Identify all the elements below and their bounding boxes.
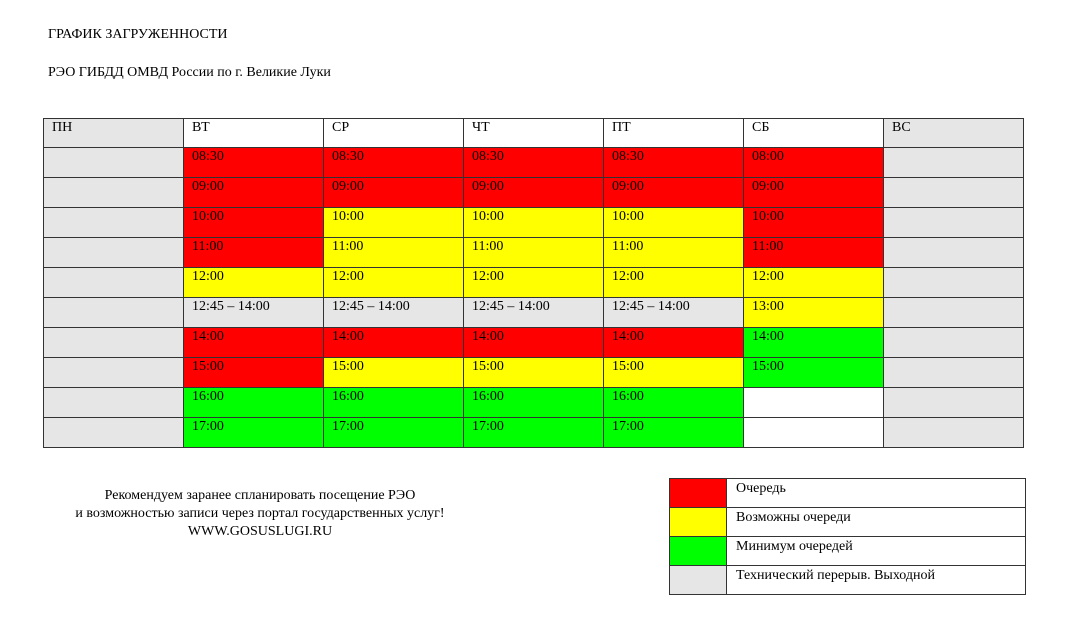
legend-row bbox=[670, 537, 1026, 566]
note-line-1: Рекомендуем заранее спланировать посещение РЭО bbox=[104, 488, 416, 503]
time-slot-cell: 10:00 bbox=[464, 208, 604, 238]
schedule-row bbox=[44, 388, 1024, 418]
time-slot-cell: 14:00 bbox=[744, 328, 884, 358]
day-header-cell: ВС bbox=[884, 119, 1024, 148]
time-slot-cell bbox=[744, 388, 884, 418]
time-slot-cell: 17:00 bbox=[184, 418, 324, 448]
note-line-2: и возможностью записи через портал государственных услуг! bbox=[75, 506, 445, 521]
time-slot-cell: 12:00 bbox=[604, 268, 744, 298]
time-slot-cell: 16:00 bbox=[324, 388, 464, 418]
day-header-cell: ЧТ bbox=[464, 119, 604, 148]
schedule-row bbox=[44, 328, 1024, 358]
time-slot-cell: 12:00 bbox=[184, 268, 324, 298]
time-slot-cell bbox=[44, 358, 184, 388]
time-slot-cell bbox=[44, 208, 184, 238]
time-slot-cell: 16:00 bbox=[464, 388, 604, 418]
time-slot-cell: 12:45 – 14:00 bbox=[464, 298, 604, 328]
legend-label: Очередь bbox=[727, 479, 1026, 508]
time-slot-cell bbox=[884, 418, 1024, 448]
time-slot-cell bbox=[884, 268, 1024, 298]
time-slot-cell bbox=[44, 328, 184, 358]
time-slot-cell: 15:00 bbox=[464, 358, 604, 388]
time-slot-cell: 14:00 bbox=[184, 328, 324, 358]
time-slot-cell: 11:00 bbox=[184, 238, 324, 268]
legend-swatch bbox=[670, 479, 727, 508]
time-slot-cell: 11:00 bbox=[744, 238, 884, 268]
time-slot-cell: 08:30 bbox=[324, 148, 464, 178]
time-slot-cell: 12:45 – 14:00 bbox=[604, 298, 744, 328]
day-header-cell: СР bbox=[324, 119, 464, 148]
legend-row bbox=[670, 479, 1026, 508]
time-slot-cell: 15:00 bbox=[324, 358, 464, 388]
legend-swatch bbox=[670, 537, 727, 566]
recommendation-note bbox=[40, 487, 480, 541]
time-slot-cell: 15:00 bbox=[744, 358, 884, 388]
day-header-cell: ПТ bbox=[604, 119, 744, 148]
time-slot-cell: 12:45 – 14:00 bbox=[324, 298, 464, 328]
time-slot-cell: 08:30 bbox=[604, 148, 744, 178]
time-slot-cell: 17:00 bbox=[464, 418, 604, 448]
time-slot-cell: 09:00 bbox=[324, 178, 464, 208]
time-slot-cell bbox=[884, 328, 1024, 358]
time-slot-cell: 12:45 – 14:00 bbox=[184, 298, 324, 328]
time-slot-cell bbox=[884, 298, 1024, 328]
time-slot-cell bbox=[44, 238, 184, 268]
time-slot-cell: 12:00 bbox=[464, 268, 604, 298]
legend-swatch bbox=[670, 508, 727, 537]
time-slot-cell: 12:00 bbox=[744, 268, 884, 298]
time-slot-cell: 11:00 bbox=[464, 238, 604, 268]
time-slot-cell: 09:00 bbox=[604, 178, 744, 208]
page-title: ГРАФИК ЗАГРУЖЕННОСТИ bbox=[48, 27, 228, 42]
time-slot-cell bbox=[744, 418, 884, 448]
legend-row bbox=[670, 566, 1026, 595]
time-slot-cell: 14:00 bbox=[604, 328, 744, 358]
legend-label: Технический перерыв. Выходной bbox=[727, 566, 1026, 595]
time-slot-cell bbox=[44, 268, 184, 298]
time-slot-cell bbox=[884, 178, 1024, 208]
time-slot-cell: 08:30 bbox=[184, 148, 324, 178]
time-slot-cell: 09:00 bbox=[464, 178, 604, 208]
day-header-cell: ПН bbox=[44, 119, 184, 148]
legend-row bbox=[670, 508, 1026, 537]
time-slot-cell bbox=[44, 148, 184, 178]
time-slot-cell: 09:00 bbox=[184, 178, 324, 208]
schedule-row bbox=[44, 208, 1024, 238]
day-header-cell: ВТ bbox=[184, 119, 324, 148]
time-slot-cell: 16:00 bbox=[604, 388, 744, 418]
time-slot-cell: 15:00 bbox=[184, 358, 324, 388]
time-slot-cell: 12:00 bbox=[324, 268, 464, 298]
time-slot-cell: 10:00 bbox=[184, 208, 324, 238]
legend-table bbox=[669, 478, 1026, 595]
time-slot-cell: 10:00 bbox=[604, 208, 744, 238]
time-slot-cell: 14:00 bbox=[464, 328, 604, 358]
time-slot-cell: 08:00 bbox=[744, 148, 884, 178]
schedule-row bbox=[44, 298, 1024, 328]
time-slot-cell: 11:00 bbox=[324, 238, 464, 268]
page-subtitle: РЭО ГИБДД ОМВД России по г. Великие Луки bbox=[48, 65, 331, 80]
day-header-cell: СБ bbox=[744, 119, 884, 148]
time-slot-cell bbox=[44, 178, 184, 208]
schedule-body bbox=[44, 148, 1024, 448]
time-slot-cell bbox=[44, 388, 184, 418]
legend-swatch bbox=[670, 566, 727, 595]
time-slot-cell: 10:00 bbox=[744, 208, 884, 238]
note-website: WWW.GOSUSLUGI.RU bbox=[187, 524, 333, 539]
legend-label: Возможны очереди bbox=[727, 508, 1026, 537]
schedule-row bbox=[44, 418, 1024, 448]
time-slot-cell: 15:00 bbox=[604, 358, 744, 388]
time-slot-cell bbox=[884, 358, 1024, 388]
schedule-header-row bbox=[44, 119, 1024, 148]
schedule-row bbox=[44, 178, 1024, 208]
time-slot-cell: 08:30 bbox=[464, 148, 604, 178]
legend-label: Минимум очередей bbox=[727, 537, 1026, 566]
schedule-row bbox=[44, 238, 1024, 268]
time-slot-cell bbox=[884, 388, 1024, 418]
time-slot-cell: 09:00 bbox=[744, 178, 884, 208]
time-slot-cell: 10:00 bbox=[324, 208, 464, 238]
time-slot-cell: 17:00 bbox=[604, 418, 744, 448]
time-slot-cell bbox=[884, 148, 1024, 178]
time-slot-cell bbox=[44, 298, 184, 328]
schedule-table bbox=[43, 118, 1024, 448]
schedule-row bbox=[44, 148, 1024, 178]
time-slot-cell: 16:00 bbox=[184, 388, 324, 418]
time-slot-cell: 14:00 bbox=[324, 328, 464, 358]
time-slot-cell bbox=[884, 238, 1024, 268]
time-slot-cell bbox=[884, 208, 1024, 238]
time-slot-cell: 17:00 bbox=[324, 418, 464, 448]
time-slot-cell: 13:00 bbox=[744, 298, 884, 328]
schedule-row bbox=[44, 268, 1024, 298]
legend-body bbox=[670, 479, 1026, 595]
time-slot-cell: 11:00 bbox=[604, 238, 744, 268]
schedule-row bbox=[44, 358, 1024, 388]
time-slot-cell bbox=[44, 418, 184, 448]
